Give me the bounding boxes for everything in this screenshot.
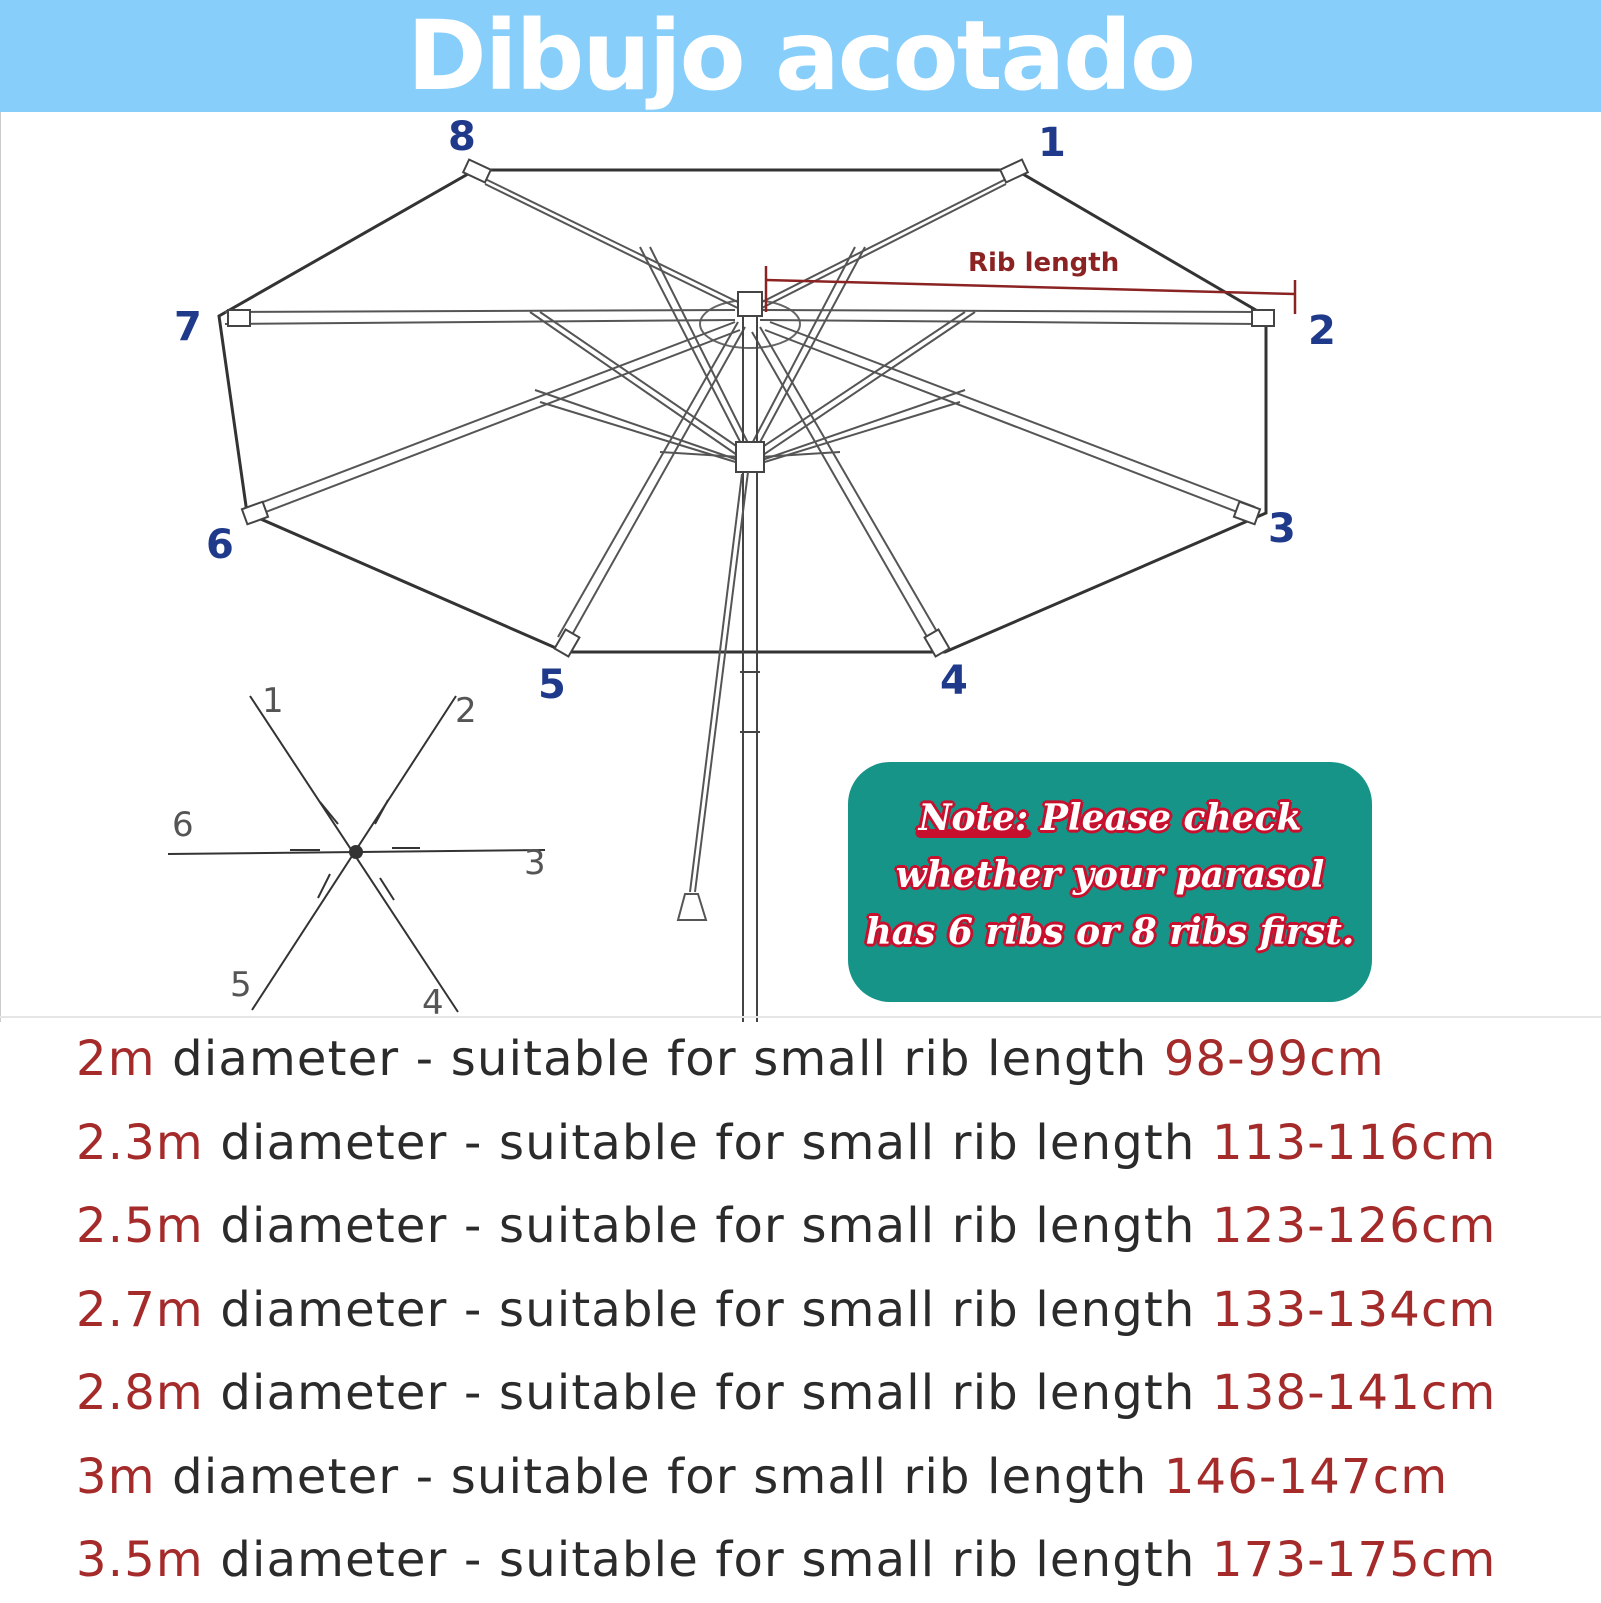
spec-text: diameter - suitable for small rib length xyxy=(203,1114,1213,1171)
spec-diameter: 2.8m xyxy=(76,1365,204,1421)
spec-rib-length: 133-134cm xyxy=(1212,1281,1497,1338)
rib-number-7: 7 xyxy=(174,304,202,350)
spec-rib-length: 173-175cm xyxy=(1212,1532,1497,1588)
spec-text: diameter - suitable for small rib length xyxy=(155,1448,1164,1505)
rib-number-3: 3 xyxy=(1268,506,1296,552)
stretchers xyxy=(530,247,975,464)
spec-row xyxy=(76,1436,1596,1520)
spec-diameter: 2m xyxy=(76,1031,156,1087)
banner-title: Dibujo acotado xyxy=(407,0,1194,112)
spec-diameter: 2.3m xyxy=(76,1114,204,1171)
rib-tips xyxy=(228,160,1274,657)
spec-diameter: 3m xyxy=(76,1448,156,1505)
spec-rib-length: 146-147cm xyxy=(1163,1448,1449,1505)
spec-text: diameter - suitable for small rib length xyxy=(203,1532,1213,1588)
note-prefix: Note: xyxy=(918,797,1029,839)
spec-text: diameter - suitable for small rib length xyxy=(155,1031,1164,1087)
rib-number-1: 1 xyxy=(1038,120,1066,166)
note-line-1 xyxy=(848,797,1372,839)
spec-rib-length: 98-99cm xyxy=(1163,1031,1385,1087)
rib-length-dimension xyxy=(766,248,1295,314)
six-rib-number-5: 5 xyxy=(230,965,252,1005)
spec-row xyxy=(76,1519,1596,1603)
six-rib-number-6: 6 xyxy=(172,805,194,845)
spec-text: diameter - suitable for small rib length xyxy=(203,1281,1213,1338)
spec-row xyxy=(76,1352,1596,1436)
rib-length-label: Rib length xyxy=(968,248,1120,278)
spec-row xyxy=(76,1269,1596,1353)
spec-diameter: 2.7m xyxy=(76,1281,204,1338)
six-rib-number-4: 4 xyxy=(422,983,444,1022)
spec-row xyxy=(76,1185,1596,1269)
spec-diameter: 3.5m xyxy=(76,1532,204,1588)
spec-text: diameter - suitable for small rib length xyxy=(203,1198,1213,1254)
spec-rib-length: 113-116cm xyxy=(1212,1114,1497,1171)
note-line-1-rest: Please check xyxy=(1028,797,1302,839)
six-rib-number-1: 1 xyxy=(262,681,284,721)
spec-text: diameter - suitable for small rib length xyxy=(203,1365,1213,1421)
pull-cord xyxy=(678,472,748,920)
pole xyxy=(736,292,764,1022)
note-line-3: has 6 ribs or 8 ribs first. xyxy=(865,911,1355,953)
six-rib-number-2: 2 xyxy=(455,691,477,731)
spec-row xyxy=(76,1102,1596,1186)
rib-number-5: 5 xyxy=(538,662,566,708)
spec-diameter: 2.5m xyxy=(76,1198,204,1254)
note-line-2: whether your parasol xyxy=(895,854,1325,896)
spec-row xyxy=(76,1018,1596,1102)
note-box xyxy=(848,762,1372,1002)
spec-list xyxy=(76,1018,1596,1603)
spec-rib-length: 123-126cm xyxy=(1212,1198,1497,1254)
rib-number-4: 4 xyxy=(940,658,968,704)
six-rib-diagram xyxy=(168,696,545,1012)
spec-rib-length: 138-141cm xyxy=(1212,1365,1497,1421)
rib-number-2: 2 xyxy=(1308,308,1336,354)
rib-number-8: 8 xyxy=(448,114,476,160)
six-rib-number-3: 3 xyxy=(524,843,546,883)
rib-number-6: 6 xyxy=(206,522,234,568)
eight-rib-numbers xyxy=(174,114,1336,708)
